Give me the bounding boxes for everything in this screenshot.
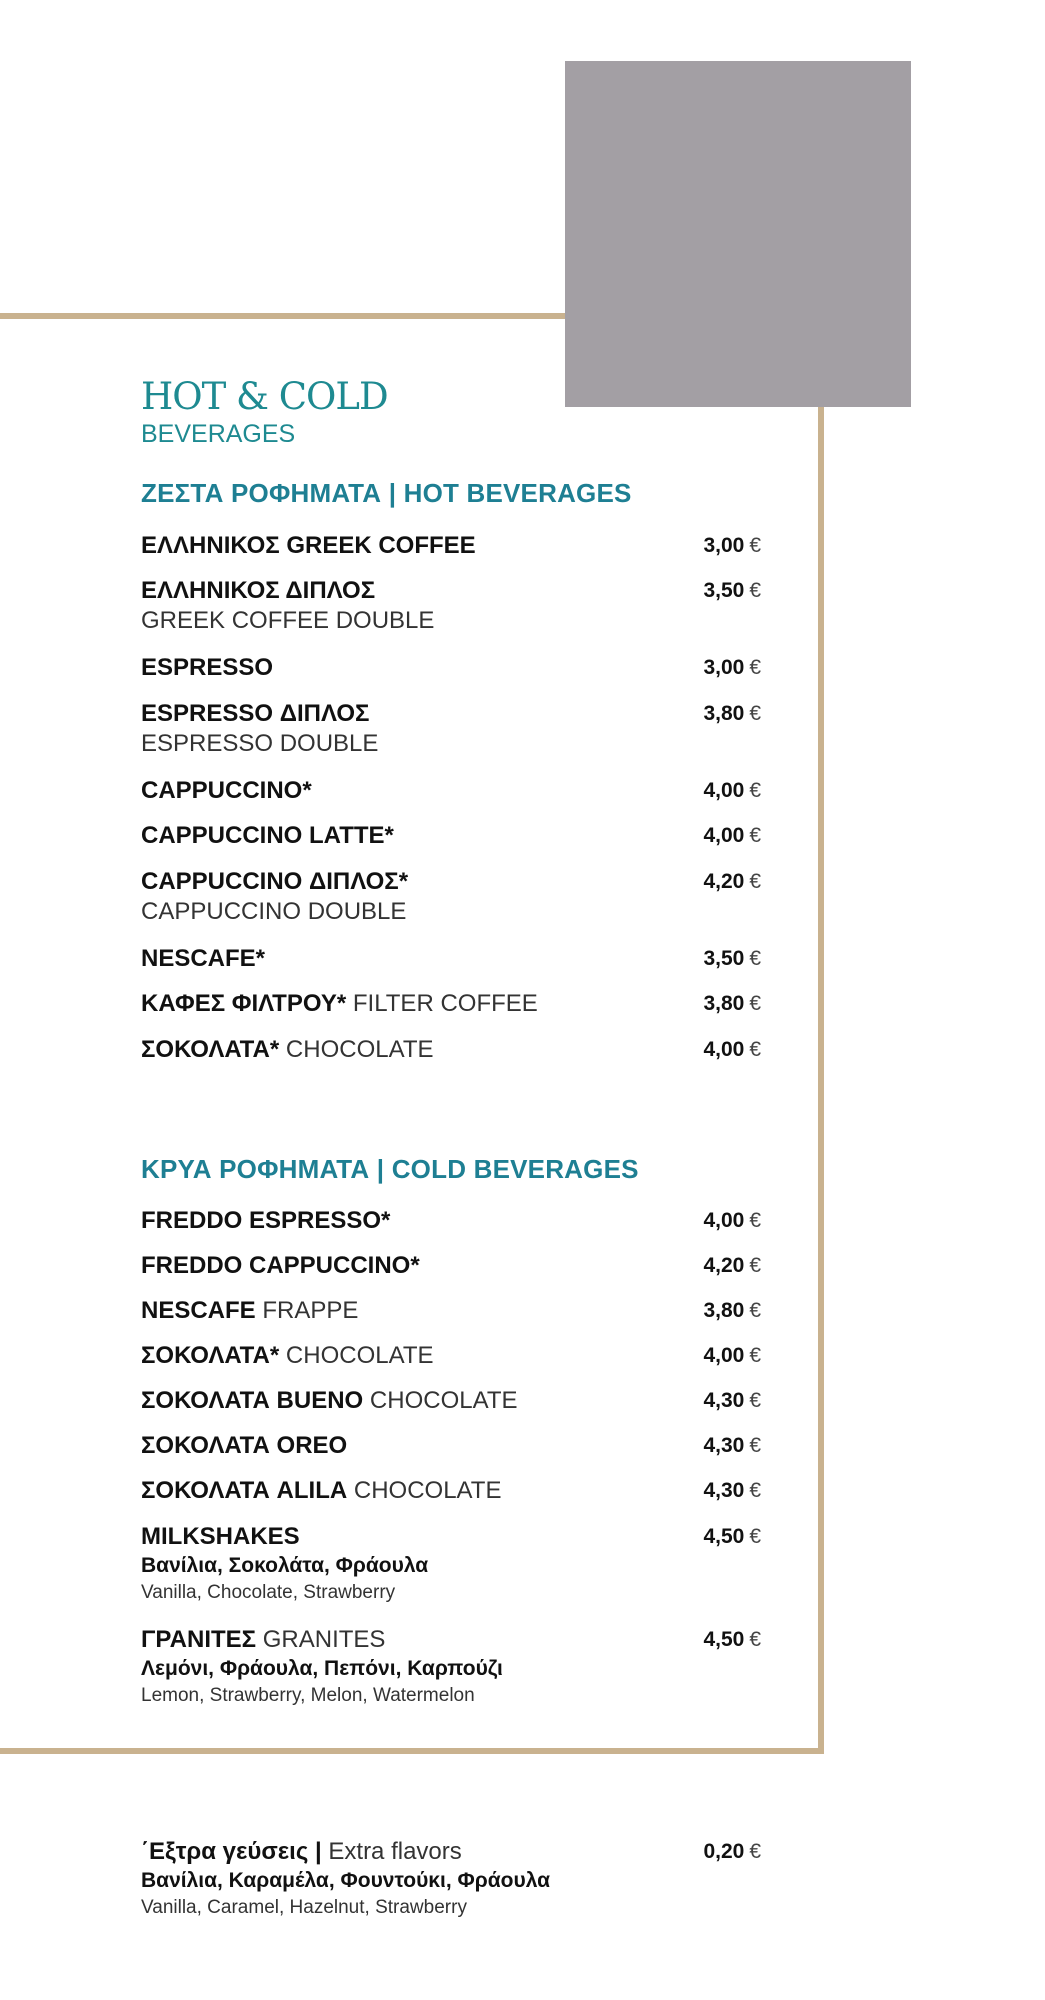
item-name: ΣΟΚΟΛΑΤΑ OREO bbox=[141, 1432, 348, 1459]
item-price: 4,30 € bbox=[703, 1434, 761, 1457]
item-price: 4,00 € bbox=[703, 824, 761, 847]
item-name: ESPRESSO bbox=[141, 654, 274, 681]
item-name: ΣΟΚΟΛΑΤΑ ALILA bbox=[141, 1477, 348, 1504]
item-english-name: CHOCOLATE bbox=[285, 1342, 434, 1369]
item-name: ESPRESSO ΔΙΠΛΟΣ bbox=[141, 700, 370, 727]
menu-title bbox=[141, 376, 388, 450]
menu-item bbox=[141, 1625, 761, 1709]
menu-item bbox=[141, 867, 761, 927]
hot-section-heading: ΖΕΣΤΑ ΡΟΦΗΜΑΤΑ | HOT BEVERAGES bbox=[141, 478, 632, 508]
item-greek-description: Λεμόνι, Φράουλα, Πεπόνι, Καρπούζι bbox=[141, 1657, 503, 1680]
item-price: 3,50 € bbox=[703, 579, 761, 602]
item-name: ΕΛΛΗΝΙΚΟΣ GREEK COFFEE bbox=[141, 532, 476, 559]
menu-item bbox=[141, 1296, 761, 1326]
item-english-description: Lemon, Strawberry, Melon, Watermelon bbox=[141, 1685, 475, 1706]
item-name: ΣΟΚΟΛΑΤΑ* bbox=[141, 1342, 280, 1369]
item-price: 3,50 € bbox=[703, 947, 761, 970]
item-price: 4,30 € bbox=[703, 1479, 761, 1502]
item-price: 3,00 € bbox=[703, 656, 761, 679]
item-english-name: GRANITES bbox=[262, 1626, 386, 1653]
item-price: 3,80 € bbox=[703, 992, 761, 1015]
menu-item bbox=[141, 1476, 761, 1506]
item-price: 3,80 € bbox=[703, 702, 761, 725]
menu-item bbox=[141, 653, 761, 683]
menu-item bbox=[141, 776, 761, 806]
item-price: 4,30 € bbox=[703, 1389, 761, 1412]
extra-english-name: Extra flavors bbox=[328, 1838, 462, 1865]
item-price: 4,50 € bbox=[703, 1628, 761, 1651]
menu-item bbox=[141, 1251, 761, 1281]
frame-right-line bbox=[818, 313, 824, 1754]
item-name: ΕΛΛΗΝΙΚΟΣ ΔΙΠΛΟΣ bbox=[141, 577, 376, 604]
extra-english-description: Vanilla, Caramel, Hazelnut, Strawberry bbox=[141, 1897, 467, 1918]
item-english-name: CHOCOLATE bbox=[285, 1036, 434, 1063]
title-line2: BEVERAGES bbox=[141, 420, 296, 448]
menu-item bbox=[141, 531, 761, 561]
item-price: 4,00 € bbox=[703, 1038, 761, 1061]
frame-bottom-line bbox=[0, 1748, 824, 1754]
item-name: ΣΟΚΟΛΑΤΑ* bbox=[141, 1036, 280, 1063]
item-english-description: Vanilla, Chocolate, Strawberry bbox=[141, 1582, 396, 1603]
item-name: CAPPUCCINO* bbox=[141, 777, 312, 804]
item-price: 4,00 € bbox=[703, 779, 761, 802]
item-price: 4,20 € bbox=[703, 1254, 761, 1277]
item-name: FREDDO CAPPUCCINO* bbox=[141, 1252, 420, 1279]
menu-item bbox=[141, 989, 761, 1019]
extra-name: ΄Εξτρα γεύσεις | bbox=[141, 1838, 322, 1865]
menu-item bbox=[141, 1522, 761, 1606]
item-english-name: FRAPPE bbox=[262, 1297, 359, 1324]
menu-item bbox=[141, 576, 761, 636]
frame-top-line bbox=[0, 313, 570, 319]
item-subtitle: CAPPUCCINO DOUBLE bbox=[141, 898, 407, 925]
item-name: ΣΟΚΟΛΑΤΑ BUENO bbox=[141, 1387, 364, 1414]
item-english-name: FILTER COFFEE bbox=[352, 990, 538, 1017]
item-english-name: CHOCOLATE bbox=[369, 1387, 518, 1414]
title-line1: HOT & COLD bbox=[141, 375, 388, 418]
item-name: FREDDO ESPRESSO* bbox=[141, 1207, 391, 1234]
extra-flavors-item bbox=[141, 1837, 761, 1921]
item-price: 4,00 € bbox=[703, 1209, 761, 1232]
item-name: NESCAFE* bbox=[141, 945, 266, 972]
item-english-name: CHOCOLATE bbox=[353, 1477, 502, 1504]
item-name: CAPPUCCINO LATTE* bbox=[141, 822, 394, 849]
item-greek-description: Βανίλια, Σοκολάτα, Φράουλα bbox=[141, 1554, 429, 1577]
menu-item bbox=[141, 1206, 761, 1236]
item-name: ΚΑΦΕΣ ΦΙΛΤΡΟΥ* bbox=[141, 990, 347, 1017]
menu-item bbox=[141, 1035, 761, 1065]
item-name: ΓΡΑΝΙΤΕΣ bbox=[141, 1626, 257, 1653]
cold-section-heading: ΚΡΥΑ ΡΟΦΗΜΑΤΑ | COLD BEVERAGES bbox=[141, 1154, 639, 1184]
item-price: 3,00 € bbox=[703, 534, 761, 557]
item-subtitle: GREEK COFFEE DOUBLE bbox=[141, 607, 435, 634]
photo-placeholder bbox=[565, 61, 911, 407]
item-price: 4,00 € bbox=[703, 1344, 761, 1367]
item-name: NESCAFE bbox=[141, 1297, 256, 1324]
menu-item bbox=[141, 1431, 761, 1461]
item-name: MILKSHAKES bbox=[141, 1523, 300, 1550]
item-price: 4,20 € bbox=[703, 870, 761, 893]
extra-price: 0,20 € bbox=[703, 1840, 761, 1863]
item-price: 3,80 € bbox=[703, 1299, 761, 1322]
menu-item bbox=[141, 1386, 761, 1416]
menu-item bbox=[141, 821, 761, 851]
menu-item bbox=[141, 1341, 761, 1371]
menu-item bbox=[141, 944, 761, 974]
menu-item bbox=[141, 699, 761, 759]
extra-greek-description: Βανίλια, Καραμέλα, Φουντούκι, Φράουλα bbox=[141, 1869, 551, 1892]
item-name: CAPPUCCINO ΔΙΠΛΟΣ* bbox=[141, 868, 409, 895]
item-price: 4,50 € bbox=[703, 1525, 761, 1548]
item-subtitle: ESPRESSO DOUBLE bbox=[141, 730, 379, 757]
